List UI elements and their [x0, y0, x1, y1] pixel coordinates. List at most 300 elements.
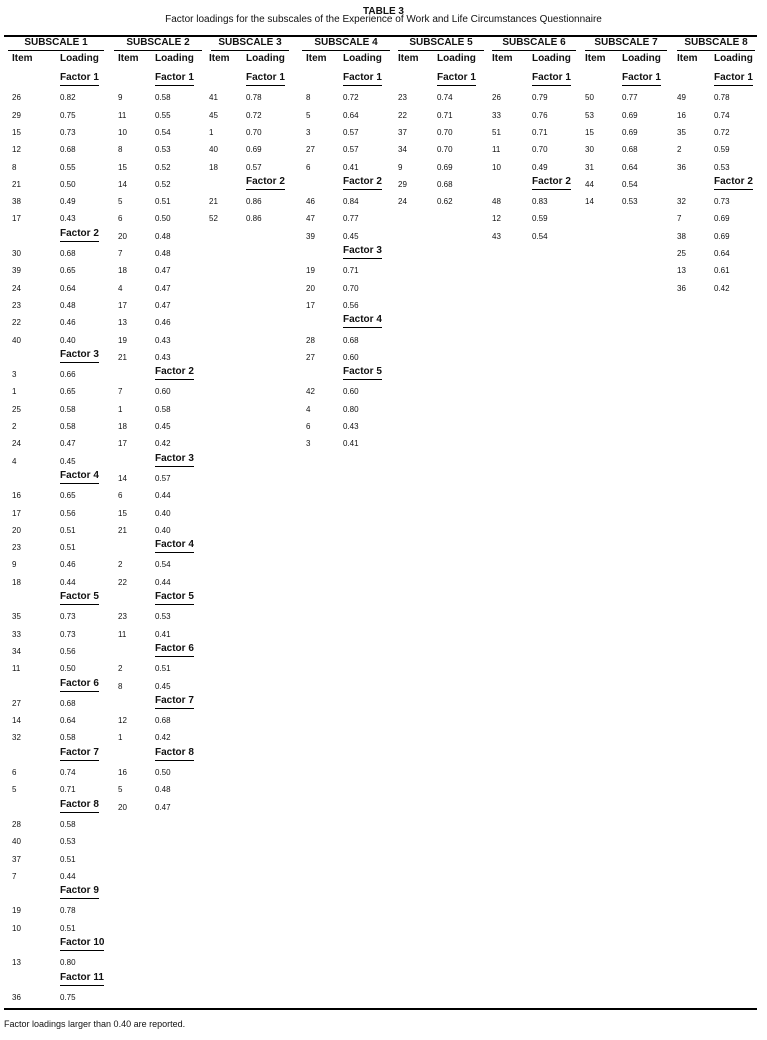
item-cell: 7	[118, 387, 123, 397]
item-cell: 20	[12, 525, 21, 535]
loading-cell: 0.74	[437, 93, 453, 103]
loading-cell: 0.78	[246, 93, 262, 103]
loading-cell: 0.50	[155, 214, 171, 224]
item-cell: 44	[585, 179, 594, 189]
loading-cell: 0.46	[60, 560, 76, 570]
loading-cell: 0.71	[532, 127, 548, 137]
loading-cell: 0.72	[343, 93, 359, 103]
item-cell: 30	[12, 249, 21, 258]
loading-cell: 0.69	[714, 214, 730, 224]
item-cell: 11	[118, 110, 127, 120]
table-label: TABLE 3	[363, 6, 404, 17]
loading-cell: 0.83	[532, 197, 548, 207]
item-cell: 15	[12, 127, 21, 137]
loading-cell: 0.80	[343, 404, 359, 414]
subscale-header: SUBSCALE 8	[684, 37, 748, 48]
loading-cell: 0.55	[60, 162, 76, 172]
loading-column-header: Loading	[622, 53, 661, 64]
loading-cell: 0.69	[437, 162, 453, 172]
loading-cell: 0.84	[343, 197, 359, 207]
item-cell: 27	[12, 698, 21, 708]
loading-cell: 0.60	[343, 387, 359, 397]
item-cell: 13	[12, 958, 21, 968]
loading-cell: 0.80	[60, 958, 76, 968]
loading-cell: 0.46	[155, 318, 171, 328]
item-cell: 19	[12, 906, 21, 916]
item-cell: 1	[12, 387, 17, 397]
loading-column-header: Loading	[437, 53, 476, 64]
loading-cell: 0.72	[714, 127, 730, 137]
loading-cell: 0.54	[622, 179, 638, 189]
item-cell: 28	[306, 335, 315, 345]
item-cell: 25	[12, 404, 21, 414]
loading-cell: 0.60	[343, 352, 359, 362]
loading-cell: 0.62	[437, 197, 453, 207]
item-cell: 40	[209, 145, 218, 155]
item-cell: 30	[585, 145, 594, 155]
item-cell: 9	[398, 162, 403, 172]
item-cell: 23	[12, 300, 21, 310]
item-cell: 27	[306, 352, 315, 362]
item-cell: 51	[492, 127, 501, 137]
loading-cell: 0.51	[60, 525, 76, 535]
item-cell: 5	[12, 785, 17, 795]
item-cell: 31	[585, 162, 594, 172]
loading-cell: 0.49	[60, 197, 76, 207]
loading-cell: 0.57	[246, 162, 262, 172]
item-cell: 22	[12, 318, 21, 328]
loading-cell: 0.51	[60, 543, 76, 553]
loading-cell: 0.48	[60, 300, 76, 310]
loading-cell: 0.77	[622, 93, 638, 103]
loading-cell: 0.41	[155, 629, 171, 639]
item-cell: 34	[12, 646, 21, 656]
factor-heading: Factor 3	[343, 245, 382, 259]
item-cell: 3	[306, 127, 311, 137]
item-cell: 17	[306, 300, 315, 310]
loading-cell: 0.57	[155, 473, 171, 483]
item-cell: 1	[209, 127, 214, 137]
item-cell: 37	[398, 127, 407, 137]
loading-cell: 0.73	[60, 127, 76, 137]
factor-heading: Factor 6	[155, 643, 194, 657]
loading-cell: 0.56	[60, 646, 76, 656]
subscale-header: SUBSCALE 3	[218, 37, 282, 48]
loading-cell: 0.72	[246, 110, 262, 120]
item-cell: 17	[12, 508, 21, 518]
item-cell: 35	[677, 127, 686, 137]
loading-cell: 0.74	[714, 110, 730, 120]
loading-cell: 0.47	[155, 283, 171, 293]
loading-cell: 0.48	[155, 231, 171, 241]
loading-cell: 0.59	[714, 145, 730, 155]
item-cell: 34	[398, 145, 407, 155]
item-cell: 3	[12, 370, 17, 380]
item-column-header: Item	[677, 53, 698, 64]
subscale-rule	[114, 50, 202, 51]
item-cell: 2	[118, 664, 123, 674]
item-cell: 18	[12, 577, 21, 587]
item-cell: 36	[12, 992, 21, 1002]
loading-cell: 0.64	[60, 716, 76, 726]
factor-heading: Factor 2	[246, 176, 285, 190]
item-column-header: Item	[209, 53, 230, 64]
factor-heading: Factor 1	[437, 72, 476, 86]
loading-cell: 0.42	[714, 283, 730, 293]
loading-cell: 0.40	[155, 525, 171, 535]
table-caption: Factor loadings for the subscales of the Experience of Work and Life Circumstances Questionnaire	[165, 14, 602, 25]
item-cell: 48	[492, 197, 501, 207]
loading-column-header: Loading	[532, 53, 571, 64]
item-cell: 26	[12, 93, 21, 103]
item-cell: 2	[12, 422, 17, 431]
subscale-rule	[8, 50, 104, 51]
item-cell: 24	[398, 197, 407, 207]
loading-cell: 0.73	[60, 612, 76, 622]
item-cell: 4	[12, 456, 17, 466]
item-cell: 26	[492, 93, 501, 103]
subscale-rule	[398, 50, 484, 51]
factor-heading: Factor 11	[60, 972, 104, 986]
factor-heading: Factor 5	[343, 366, 382, 380]
factor-heading: Factor 3	[155, 453, 194, 467]
subscale-header: SUBSCALE 6	[502, 37, 566, 48]
subscale-rule	[302, 50, 390, 51]
factor-heading: Factor 1	[622, 72, 661, 86]
loading-cell: 0.68	[60, 249, 76, 258]
item-cell: 18	[118, 266, 127, 276]
loading-cell: 0.61	[714, 266, 730, 276]
item-cell: 19	[306, 266, 315, 276]
loading-cell: 0.53	[622, 197, 638, 207]
item-column-header: Item	[585, 53, 606, 64]
loading-cell: 0.69	[714, 231, 730, 241]
item-cell: 8	[306, 93, 311, 103]
loading-cell: 0.65	[60, 491, 76, 501]
item-cell: 9	[118, 93, 123, 103]
loading-cell: 0.54	[155, 560, 171, 570]
item-cell: 12	[118, 716, 127, 726]
item-cell: 10	[492, 162, 501, 172]
factor-heading: Factor 2	[714, 176, 753, 190]
item-cell: 16	[12, 491, 21, 501]
loading-cell: 0.59	[532, 214, 548, 224]
loading-cell: 0.51	[60, 923, 76, 933]
item-cell: 23	[12, 543, 21, 553]
item-cell: 23	[118, 612, 127, 622]
item-cell: 43	[492, 231, 501, 241]
loading-cell: 0.75	[60, 110, 76, 120]
item-cell: 42	[306, 387, 315, 397]
loading-cell: 0.45	[343, 231, 359, 241]
item-cell: 3	[306, 439, 311, 449]
item-cell: 45	[209, 110, 218, 120]
item-cell: 39	[306, 231, 315, 241]
item-cell: 8	[12, 162, 17, 172]
loading-column-header: Loading	[343, 53, 382, 64]
loading-cell: 0.43	[60, 214, 76, 224]
item-cell: 27	[306, 145, 315, 155]
item-cell: 5	[118, 197, 123, 207]
loading-cell: 0.51	[60, 854, 76, 864]
item-cell: 14	[118, 473, 127, 483]
item-cell: 11	[12, 664, 21, 674]
loading-cell: 0.46	[60, 318, 76, 328]
loading-cell: 0.68	[622, 145, 638, 155]
item-cell: 13	[677, 266, 686, 276]
factor-heading: Factor 2	[60, 228, 99, 242]
item-cell: 10	[118, 127, 127, 137]
item-cell: 28	[12, 819, 21, 829]
loading-cell: 0.65	[60, 266, 76, 276]
loading-cell: 0.50	[60, 664, 76, 674]
loading-cell: 0.43	[343, 422, 359, 431]
loading-cell: 0.41	[343, 439, 359, 449]
item-cell: 6	[118, 214, 123, 224]
loading-cell: 0.76	[532, 110, 548, 120]
item-cell: 4	[118, 283, 123, 293]
item-cell: 6	[12, 768, 17, 777]
item-cell: 36	[677, 162, 686, 172]
loading-cell: 0.54	[532, 231, 548, 241]
factor-heading: Factor 5	[60, 591, 99, 605]
item-cell: 22	[118, 577, 127, 587]
loading-cell: 0.56	[60, 508, 76, 518]
loading-cell: 0.74	[60, 768, 76, 777]
loading-cell: 0.68	[155, 716, 171, 726]
subscale-rule	[211, 50, 289, 51]
item-cell: 21	[209, 197, 218, 207]
loading-cell: 0.73	[714, 197, 730, 207]
loading-cell: 0.43	[155, 352, 171, 362]
item-cell: 38	[12, 197, 21, 207]
item-cell: 38	[677, 231, 686, 241]
item-cell: 25	[677, 249, 686, 258]
loading-cell: 0.57	[343, 127, 359, 137]
item-cell: 1	[118, 733, 123, 743]
loading-cell: 0.44	[60, 577, 76, 587]
item-cell: 49	[677, 93, 686, 103]
item-cell: 6	[306, 422, 311, 431]
item-cell: 12	[12, 145, 21, 155]
loading-cell: 0.58	[60, 733, 76, 743]
loading-cell: 0.47	[155, 300, 171, 310]
loading-cell: 0.54	[155, 127, 171, 137]
item-cell: 2	[677, 145, 682, 155]
item-cell: 24	[12, 283, 21, 293]
item-cell: 33	[12, 629, 21, 639]
factor-heading: Factor 4	[60, 470, 99, 484]
item-cell: 24	[12, 439, 21, 449]
factor-heading: Factor 8	[155, 747, 194, 761]
loading-cell: 0.42	[155, 439, 171, 449]
item-cell: 4	[306, 404, 311, 414]
bottom-rule	[4, 1008, 757, 1010]
loading-column-header: Loading	[246, 53, 285, 64]
item-cell: 17	[118, 439, 127, 449]
loading-cell: 0.64	[343, 110, 359, 120]
item-column-header: Item	[398, 53, 419, 64]
loading-cell: 0.68	[437, 179, 453, 189]
loading-cell: 0.45	[155, 681, 171, 691]
item-cell: 32	[12, 733, 21, 743]
factor-heading: Factor 10	[60, 937, 104, 951]
loading-cell: 0.49	[532, 162, 548, 172]
factor-heading: Factor 5	[155, 591, 194, 605]
item-cell: 18	[209, 162, 218, 172]
item-cell: 15	[585, 127, 594, 137]
table-note: Factor loadings larger than 0.40 are reported.	[4, 1019, 186, 1029]
loading-cell: 0.66	[60, 370, 76, 380]
item-cell: 22	[398, 110, 407, 120]
loading-cell: 0.68	[60, 698, 76, 708]
item-cell: 17	[12, 214, 21, 224]
loading-cell: 0.43	[155, 335, 171, 345]
loading-cell: 0.79	[532, 93, 548, 103]
factor-heading: Factor 3	[60, 349, 99, 363]
loading-cell: 0.53	[60, 837, 76, 847]
item-cell: 20	[118, 802, 127, 812]
item-cell: 7	[118, 249, 123, 258]
factor-heading: Factor 2	[343, 176, 382, 190]
item-cell: 40	[12, 335, 21, 345]
loading-cell: 0.68	[343, 335, 359, 345]
factor-heading: Factor 7	[60, 747, 99, 761]
item-cell: 5	[306, 110, 311, 120]
factor-heading: Factor 1	[532, 72, 571, 86]
item-cell: 33	[492, 110, 501, 120]
item-cell: 20	[118, 231, 127, 241]
loading-cell: 0.41	[343, 162, 359, 172]
loading-cell: 0.58	[60, 819, 76, 829]
loading-cell: 0.70	[532, 145, 548, 155]
item-cell: 36	[677, 283, 686, 293]
item-cell: 29	[12, 110, 21, 120]
subscale-header: SUBSCALE 2	[126, 37, 190, 48]
item-cell: 18	[118, 422, 127, 431]
loading-cell: 0.53	[155, 145, 171, 155]
loading-cell: 0.68	[60, 145, 76, 155]
item-cell: 11	[118, 629, 127, 639]
item-cell: 20	[306, 283, 315, 293]
item-cell: 21	[118, 525, 127, 535]
item-cell: 46	[306, 197, 315, 207]
item-cell: 16	[677, 110, 686, 120]
item-cell: 32	[677, 197, 686, 207]
loading-cell: 0.58	[60, 404, 76, 414]
item-cell: 2	[118, 560, 123, 570]
loading-cell: 0.71	[60, 785, 76, 795]
item-column-header: Item	[118, 53, 139, 64]
loading-cell: 0.58	[155, 93, 171, 103]
item-cell: 6	[118, 491, 123, 501]
item-cell: 53	[585, 110, 594, 120]
subscale-header: SUBSCALE 7	[594, 37, 658, 48]
item-cell: 16	[118, 768, 127, 777]
loading-cell: 0.64	[622, 162, 638, 172]
item-cell: 40	[12, 837, 21, 847]
loading-cell: 0.45	[155, 422, 171, 431]
item-cell: 15	[118, 162, 127, 172]
item-cell: 15	[118, 508, 127, 518]
item-column-header: Item	[306, 53, 327, 64]
item-cell: 23	[398, 93, 407, 103]
factor-heading: Factor 1	[246, 72, 285, 86]
factor-heading: Factor 2	[532, 176, 571, 190]
subscale-header: SUBSCALE 4	[314, 37, 378, 48]
item-cell: 7	[12, 871, 17, 881]
loading-cell: 0.77	[343, 214, 359, 224]
loading-cell: 0.52	[155, 179, 171, 189]
item-cell: 14	[118, 179, 127, 189]
item-cell: 21	[118, 352, 127, 362]
item-cell: 1	[118, 404, 123, 414]
loading-cell: 0.69	[622, 110, 638, 120]
factor-heading: Factor 1	[155, 72, 194, 86]
loading-cell: 0.65	[60, 387, 76, 397]
item-cell: 10	[12, 923, 21, 933]
item-cell: 29	[398, 179, 407, 189]
loading-cell: 0.47	[60, 439, 76, 449]
factor-heading: Factor 7	[155, 695, 194, 709]
item-cell: 39	[12, 266, 21, 276]
loading-cell: 0.70	[437, 145, 453, 155]
loading-cell: 0.86	[246, 214, 262, 224]
loading-cell: 0.60	[155, 387, 171, 397]
loading-cell: 0.48	[155, 249, 171, 258]
loading-cell: 0.40	[155, 508, 171, 518]
loading-cell: 0.71	[437, 110, 453, 120]
loading-cell: 0.70	[343, 283, 359, 293]
loading-cell: 0.51	[155, 664, 171, 674]
item-cell: 37	[12, 854, 21, 864]
factor-heading: Factor 6	[60, 678, 99, 692]
item-column-header: Item	[492, 53, 513, 64]
item-cell: 17	[118, 300, 127, 310]
loading-column-header: Loading	[60, 53, 99, 64]
factor-heading: Factor 4	[155, 539, 194, 553]
loading-cell: 0.69	[622, 127, 638, 137]
item-cell: 5	[118, 785, 123, 795]
loading-cell: 0.58	[60, 422, 76, 431]
loading-column-header: Loading	[155, 53, 194, 64]
item-cell: 50	[585, 93, 594, 103]
loading-cell: 0.42	[155, 733, 171, 743]
item-column-header: Item	[12, 53, 33, 64]
subscale-header: SUBSCALE 5	[409, 37, 473, 48]
loading-cell: 0.69	[246, 145, 262, 155]
item-cell: 11	[492, 145, 501, 155]
subscale-rule	[585, 50, 667, 51]
loading-cell: 0.53	[714, 162, 730, 172]
loading-cell: 0.58	[155, 404, 171, 414]
subscale-rule	[677, 50, 755, 51]
loading-column-header: Loading	[714, 53, 753, 64]
loading-cell: 0.78	[714, 93, 730, 103]
loading-cell: 0.53	[155, 612, 171, 622]
loading-cell: 0.48	[155, 785, 171, 795]
factor-heading: Factor 4	[343, 314, 382, 328]
item-cell: 13	[118, 318, 127, 328]
loading-cell: 0.44	[60, 871, 76, 881]
loading-cell: 0.56	[343, 300, 359, 310]
item-cell: 9	[12, 560, 17, 570]
item-cell: 14	[12, 716, 21, 726]
item-cell: 8	[118, 145, 123, 155]
subscale-rule	[492, 50, 576, 51]
item-cell: 6	[306, 162, 311, 172]
item-cell: 7	[677, 214, 682, 224]
